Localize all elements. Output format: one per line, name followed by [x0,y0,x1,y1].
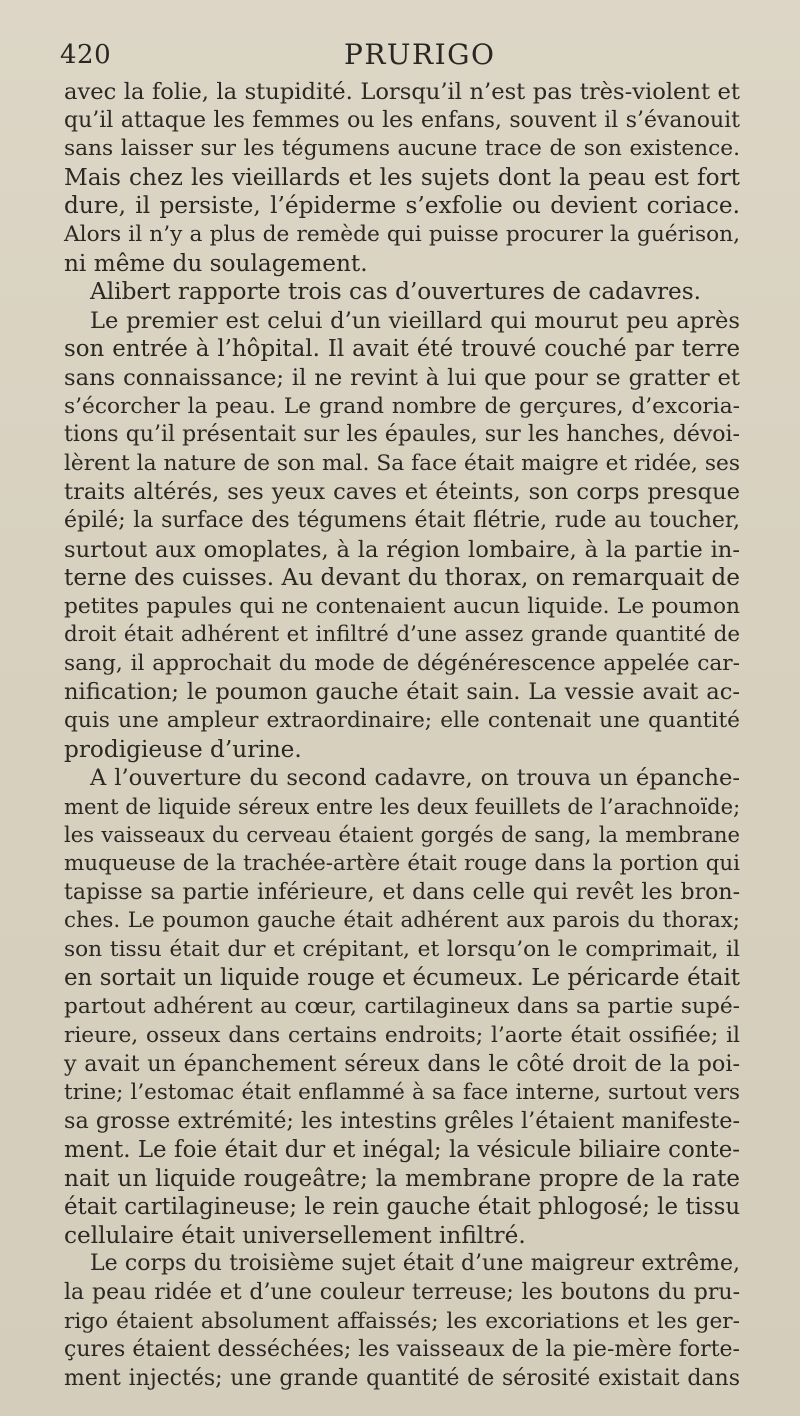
text-line: les vaisseaux du cerveau étaient gorgés de sang, la membrane [64,822,740,848]
text-line: çures étaient desséchées; les vaisseaux de la pie-mère forte- [64,1337,740,1363]
text-line: ni même du soulagement. [64,249,368,277]
text-line: s’écorcher la peau. Le grand nombre de gerçures, d’excoria- [64,393,740,419]
text-line: sang, il approchait du mode de dégénérescence appelée car- [64,650,740,676]
text-line: muqueuse de la trachée-artère était rouge dans la portion qui [64,851,740,877]
text-line: droit était adhérent et infiltré d’une assez grande quantité de [64,622,740,648]
text-line: Alors il n’y a plus de remède qui puisse procurer la guérison, [64,221,740,247]
text-line: lèrent la nature de son mal. Sa face était maigre et ridée, ses [64,450,740,476]
text-line: y avait un épanchement séreux dans le côté droit de la poi- [64,1051,740,1078]
text-line: son entrée à l’hôpital. Il avait été trouvé couché par terre [64,336,740,363]
text-line: dure, il persiste, l’épiderme s’exfolie ou devient coriace. [64,192,740,220]
text-line: trine; l’estomac était enflammé à sa face interne, surtout vers [64,1079,740,1105]
text-line: nification; le poumon gauche était sain. La vessie avait ac- [64,679,740,706]
text-line: A l’ouverture du second cadavre, on trouva un épanche- [90,765,740,792]
text-line: surtout aux omoplates, à la région lombaire, à la partie in- [64,536,740,563]
text-line: son tissu était dur et crépitant, et lorsqu’on le comprimait, il [64,936,740,962]
text-line: ment injectés; une grande quantité de sérosité existait dans [64,1365,740,1391]
text-line: petites papules qui ne contenaient aucun liquide. Le poumon [64,593,740,619]
text-line: rieure, osseux dans certains endroits; l’aorte était ossifiée; il [64,1022,740,1048]
text-line: rigo étaient absolument affaissés; les excoriations et les ger- [64,1308,740,1334]
text-line: la peau ridée et d’une couleur terreuse; les boutons du pru- [64,1279,740,1305]
text-line: sa grosse extrémité; les intestins grêles l’étaient manifeste- [64,1108,740,1135]
text-line: était cartilagineuse; le rein gauche était phlogosé; le tissu [64,1194,741,1221]
text-line: sans laisser sur les tégumens aucune trace de son existence. [64,136,740,162]
text-line: en sortait un liquide rouge et écumeux. Le péricarde était [64,965,740,992]
text-line: traits altérés, ses yeux caves et éteints, son corps presque [64,479,740,506]
page-number: 420 [60,40,112,70]
text-line: tions qu’il présentait sur les épaules, sur les hanches, dévoi- [64,422,740,448]
page-header [60,38,740,78]
text-line: tapisse sa partie inférieure, et dans celle qui revêt les bron- [64,879,740,905]
text-line: nait un liquide rougeâtre; la membrane propre de la rate [64,1164,740,1192]
text-line: cellulaire était universellement infiltré. [64,1221,526,1249]
text-line: prodigieuse d’urine. [64,735,302,763]
text-line: quis une ampleur extraordinaire; elle contenait une quantité [64,708,740,734]
text-line: qu’il attaque les femmes ou les enfans, souvent il s’évanouit [64,107,740,133]
text-line: ment. Le foie était dur et inégal; la vésicule biliaire conte- [64,1136,740,1163]
text-line: avec la folie, la stupidité. Lorsqu’il n’est pas très-violent et [64,79,740,105]
text-line: Mais chez les vieillards et les sujets dont la peau est fort [64,163,740,191]
text-line: ment de liquide séreux entre les deux feuillets de l’arachnoïde; [64,793,741,819]
text-line: épilé; la surface des tégumens était flétrie, rude au toucher, [64,507,740,533]
text-line: Alibert rapporte trois cas d’ouvertures de cadavres. [90,278,702,306]
text-line: terne des cuisses. Au devant du thorax, on remarquait de [64,564,740,592]
text-line: Le corps du troisième sujet était d’une maigreur extrême, [90,1251,740,1277]
running-head: PRURIGO [344,38,496,71]
body-text [64,78,740,1393]
text-line: sans connaissance; il ne revint à lui que pour se gratter et [64,364,740,391]
text-line: Le premier est celui d’un vieillard qui mourut peu après [90,307,740,334]
text-line: partout adhérent au cœur, cartilagineux dans sa partie supé- [64,994,740,1019]
text-line: ches. Le poumon gauche était adhérent aux parois du thorax; [64,908,740,934]
